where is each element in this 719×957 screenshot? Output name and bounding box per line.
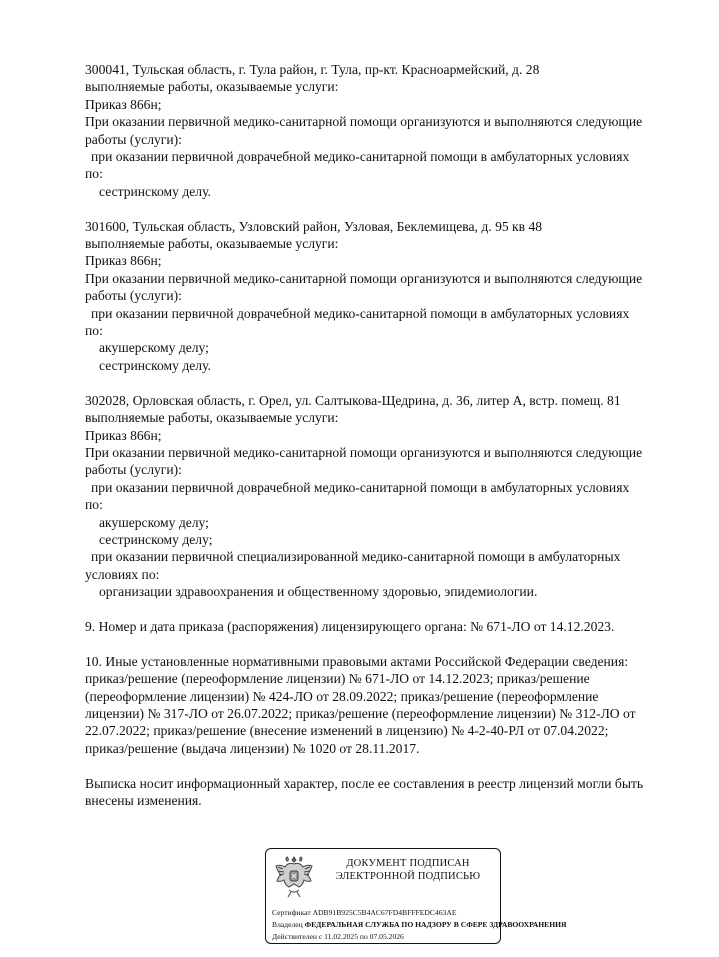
- text-line: 9. Номер и дата приказа (распоряжения) лицензирующего органа: № 671-ЛО от 14.12.2023.: [85, 618, 615, 634]
- russian-coat-of-arms-icon: [274, 854, 314, 900]
- text-line: Приказ 866н;: [85, 427, 162, 443]
- text-line: лицензии) № 317-ЛО от 26.07.2022; приказ/решение (переоформление лицензии) № 312-ЛО от: [85, 705, 636, 721]
- text-line: При оказании первичной медико-санитарной помощи организуются и выполняются следующие: [85, 270, 643, 286]
- paragraph-gap: [85, 635, 685, 652]
- certificate-id: ADB91B925C5B4AC67FD4BFFFEDC463AE: [312, 908, 457, 917]
- text-line: сестринскому делу.: [99, 183, 211, 199]
- document-section: [85, 218, 685, 375]
- text-line: 22.07.2022; приказ/решение (внесение изменений в лицензию) № 4-2-40-РЛ от 07.04.2022;: [85, 723, 609, 739]
- document-section: [85, 775, 685, 810]
- text-line: при оказании первичной доврачебной медико-санитарной помощи в амбулаторных условиях: [91, 149, 630, 165]
- document-section: [85, 392, 685, 601]
- text-line: при оказании первичной доврачебной медико-санитарной помощи в амбулаторных условиях: [91, 479, 630, 495]
- document-section: [85, 653, 685, 757]
- text-line: выполняемые работы, оказываемые услуги:: [85, 79, 339, 95]
- text-line: Приказ 866н;: [85, 96, 162, 112]
- text-line: При оказании первичной медико-санитарной помощи организуются и выполняются следующие: [85, 444, 643, 460]
- text-line: организации здравоохранения и общественному здоровью, эпидемиологии.: [99, 584, 538, 600]
- text-line: выполняемые работы, оказываемые услуги:: [85, 236, 339, 252]
- text-line: приказ/решение (переоформление лицензии) № 671-ЛО от 14.12.2023; приказ/решение: [85, 671, 590, 687]
- paragraph-gap: [85, 757, 685, 774]
- text-line: Выписка носит информационный характер, после ее составления в реестр лицензий могли быть: [85, 775, 644, 791]
- text-line: Приказ 866н;: [85, 253, 162, 269]
- document-section: [85, 618, 685, 635]
- paragraph-gap: [85, 374, 685, 391]
- text-line: при оказании первичной доврачебной медико-санитарной помощи в амбулаторных условиях: [91, 305, 630, 321]
- document-section: [85, 61, 685, 200]
- electronic-signature-stamp: [265, 848, 567, 944]
- owner-name: ФЕДЕРАЛЬНАЯ СЛУЖБА ПО НАДЗОРУ В СФЕРЕ ЗДРАВООХРАНЕНИЯ: [304, 920, 567, 929]
- text-line: 302028, Орловская область, г. Орел, ул. Салтыкова-Щедрина, д. 36, литер А, встр. помещ. 81: [85, 392, 621, 408]
- text-line: акушерскому делу;: [99, 514, 209, 530]
- text-line: условиях по:: [85, 566, 160, 582]
- text-line: сестринскому делу;: [99, 531, 213, 547]
- document-body: [85, 61, 685, 809]
- text-line: по:: [85, 323, 103, 339]
- signature-stamp-title: ДОКУМЕНТ ПОДПИСАН ЭЛЕКТРОННОЙ ПОДПИСЬЮ: [335, 858, 481, 882]
- text-line: сестринскому делу.: [99, 357, 211, 373]
- text-line: 300041, Тульская область, г. Тула район, г. Тула, пр-кт. Красноармейский, д. 28: [85, 62, 540, 77]
- text-line: При оказании первичной медико-санитарной помощи организуются и выполняются следующие: [85, 114, 643, 130]
- text-line: акушерскому делу;: [99, 340, 209, 356]
- text-line: выполняемые работы, оказываемые услуги:: [85, 410, 339, 426]
- text-line: работы (услуги):: [85, 288, 182, 304]
- text-line: по:: [85, 497, 103, 513]
- text-line: 301600, Тульская область, Узловский район, Узловая, Беклемищева, д. 95 кв 48: [85, 218, 543, 234]
- owner-row: Владелец ФЕДЕРАЛЬНАЯ СЛУЖБА ПО НАДЗОРУ В СФЕРЕ ЗДРАВООХРАНЕНИЯ: [272, 920, 567, 929]
- text-line: приказ/решение (выдача лицензии) № 1020 от 28.11.2017.: [85, 740, 420, 756]
- text-line: (переоформление лицензии) № 424-ЛО от 28.09.2022; приказ/решение (переоформление: [85, 688, 599, 704]
- text-line: работы (услуги):: [85, 462, 182, 478]
- validity-row: Действителен с 11.02.2025 по 07.05.2026: [272, 932, 404, 941]
- paragraph-gap: [85, 601, 685, 618]
- certificate-row: Сертификат ADB91B925C5B4AC67FD4BFFFEDC463AE: [272, 908, 457, 917]
- text-line: при оказании первичной специализированной медико-санитарной помощи в амбулаторных: [91, 549, 621, 565]
- text-line: по:: [85, 166, 103, 182]
- text-line: 10. Иные установленные нормативными правовыми актами Российской Федерации сведения:: [85, 653, 629, 669]
- text-line: работы (услуги):: [85, 131, 182, 147]
- text-line: внесены изменения.: [85, 792, 202, 808]
- paragraph-gap: [85, 200, 685, 217]
